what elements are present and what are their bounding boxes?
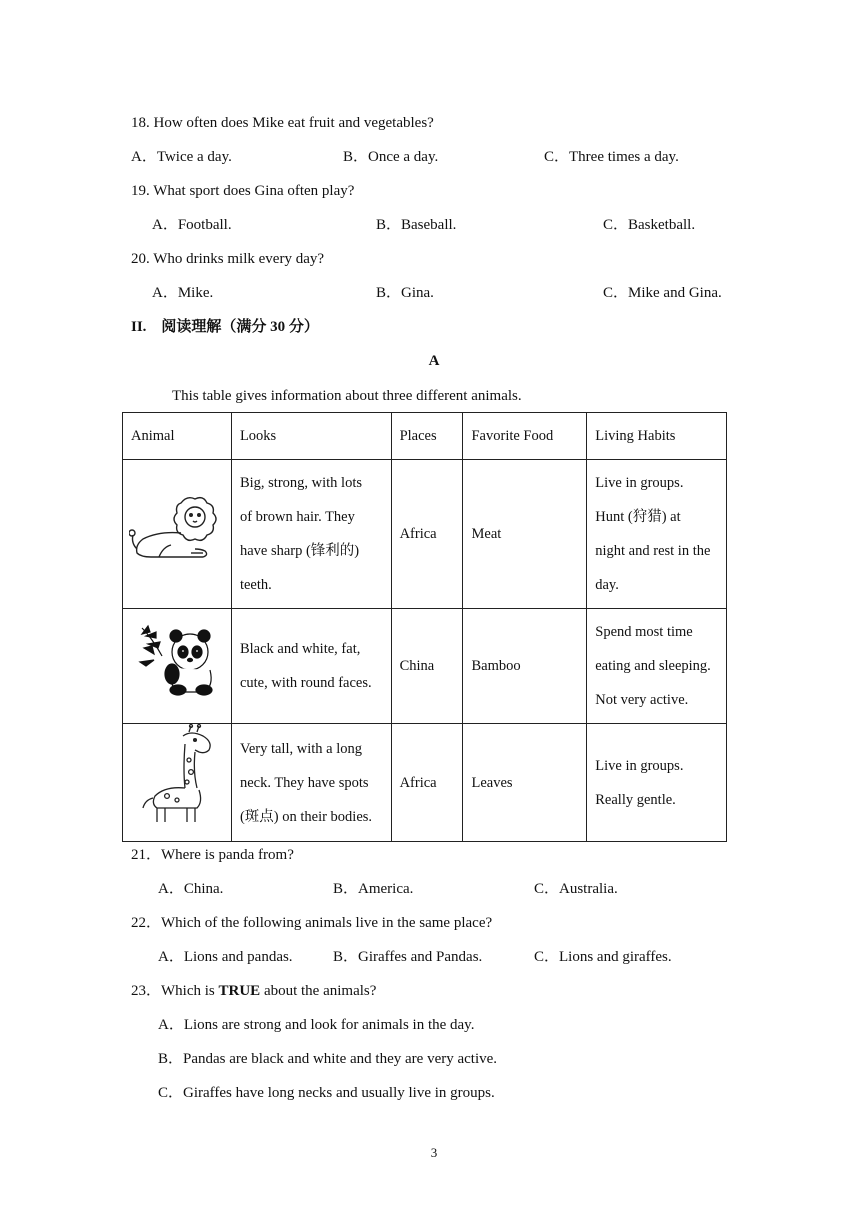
animal-cell — [123, 460, 232, 609]
lion-habits-line: Live in groups. — [595, 475, 684, 491]
table-row — [123, 724, 727, 842]
giraffe-looks-line: neck. They have spots — [239, 774, 369, 791]
question-20: 20. Who drinks milk every day? — [131, 251, 325, 267]
panda-looks — [231, 609, 391, 724]
header-places: Places — [391, 413, 463, 460]
giraffe-habits-line: Live in groups. — [595, 757, 684, 774]
table-row — [123, 609, 727, 724]
q20-option-b: B．Gina. — [376, 285, 434, 301]
section-title: II. 阅读理解（满分 30 分） — [131, 319, 319, 335]
giraffe-icon — [137, 724, 217, 828]
lion-looks-line: have sharp (锋利的) — [239, 543, 360, 559]
q23-prefix: 23．Which is — [131, 983, 219, 999]
question-19: 19. What sport does Gina often play? — [131, 183, 355, 199]
animals-table — [122, 412, 727, 842]
panda-looks-line: cute, with round faces. — [239, 675, 372, 691]
giraffe-food: Leaves — [463, 724, 587, 842]
q22-option-a: A．Lions and pandas. — [158, 949, 293, 965]
giraffe-looks-line: (斑点) on their bodies. — [239, 808, 373, 825]
panda-icon — [134, 622, 220, 698]
question-21: 21．Where is panda from? — [131, 847, 294, 863]
panda-habits-line: Not very active. — [595, 692, 689, 708]
q23-option-c: C．Giraffes have long necks and usually live in groups. — [158, 1085, 495, 1101]
giraffe-habits-line: Really gentle. — [595, 791, 676, 808]
lion-habits-line: day. — [595, 577, 619, 593]
q22-option-b: B．Giraffes and Pandas. — [333, 949, 483, 965]
lion-looks-line: of brown hair. They — [239, 509, 355, 525]
lion-food: Meat — [463, 460, 587, 609]
header-habits: Living Habits — [587, 413, 727, 460]
giraffe-looks — [231, 724, 391, 842]
giraffe-habits — [587, 724, 727, 842]
panda-place: China — [391, 609, 463, 724]
table-header-row — [123, 413, 727, 460]
panda-habits — [587, 609, 727, 724]
giraffe-looks-line: Very tall, with a long — [239, 740, 362, 757]
header-food: Favorite Food — [463, 413, 587, 460]
page-number: 3 — [430, 1145, 438, 1160]
q20-option-c: C．Mike and Gina. — [603, 285, 722, 301]
panda-looks-line: Black and white, fat, — [239, 641, 361, 657]
passage-label: A — [428, 353, 440, 369]
q23-option-b: B．Pandas are black and white and they are very active. — [158, 1051, 498, 1067]
q23-suffix: about the animals? — [260, 983, 377, 999]
panda-food: Bamboo — [463, 609, 587, 724]
animal-cell — [123, 724, 232, 842]
q18-option-a: A．Twice a day. — [131, 149, 232, 165]
table-row — [123, 460, 727, 609]
q22-option-c: C．Lions and giraffes. — [534, 949, 672, 965]
q18-option-b: B．Once a day. — [343, 149, 439, 165]
animal-cell — [123, 609, 232, 724]
lion-icon — [129, 493, 225, 563]
header-animal: Animal — [123, 413, 232, 460]
q20-option-a: A．Mike. — [152, 285, 214, 301]
question-18: 18. How often does Mike eat fruit and vegetables? — [131, 115, 434, 131]
lion-habits-line: night and rest in the — [595, 543, 711, 559]
question-23 — [131, 982, 376, 1000]
q19-option-a: A．Football. — [152, 217, 232, 233]
q19-option-c: C．Basketball. — [603, 217, 696, 233]
panda-habits-line: eating and sleeping. — [595, 658, 711, 674]
header-looks: Looks — [231, 413, 391, 460]
lion-habits-line: Hunt (狩猎) at — [595, 509, 681, 525]
q23-emphasis: TRUE — [218, 983, 261, 999]
passage-intro: This table gives information about three different animals. — [172, 388, 522, 404]
q21-option-b: B．America. — [333, 881, 414, 897]
lion-looks-line: Big, strong, with lots — [239, 475, 363, 491]
lion-looks — [231, 460, 391, 609]
lion-looks-line: teeth. — [239, 577, 272, 593]
q21-option-a: A．China. — [158, 881, 224, 897]
panda-habits-line: Spend most time — [595, 624, 693, 640]
q19-option-b: B．Baseball. — [376, 217, 457, 233]
q21-option-c: C．Australia. — [534, 881, 618, 897]
q18-option-c: C．Three times a day. — [544, 149, 679, 165]
question-22: 22．Which of the following animals live in the same place? — [131, 915, 493, 931]
q23-option-a: A．Lions are strong and look for animals in the day. — [158, 1017, 475, 1033]
giraffe-place: Africa — [391, 724, 463, 842]
lion-habits — [587, 460, 727, 609]
lion-place: Africa — [391, 460, 463, 609]
